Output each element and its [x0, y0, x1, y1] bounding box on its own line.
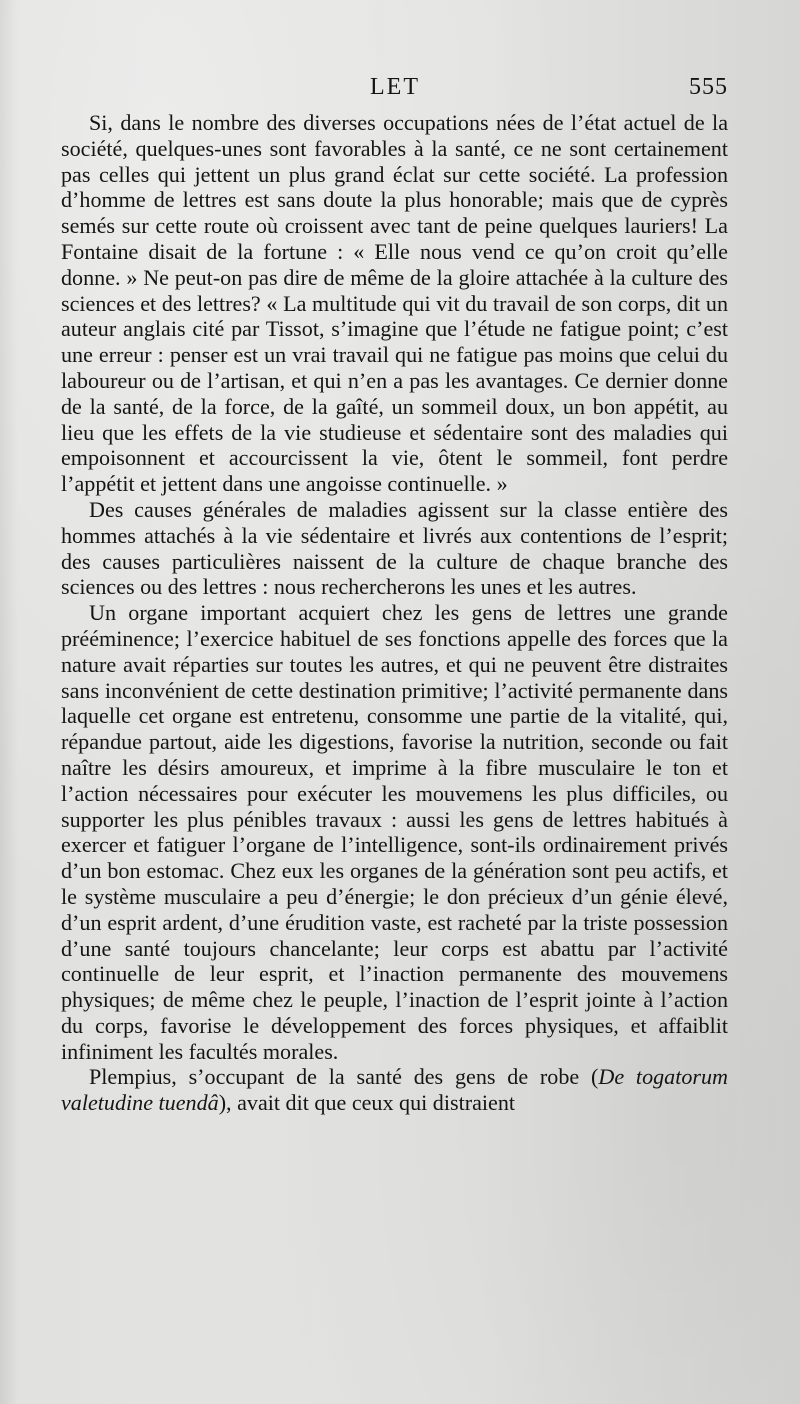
paragraph-4 [61, 1064, 728, 1116]
paragraph-3: Un organe important acquiert chez les gens de lettres une grande prééminence; l’exercice habituel de ses fonctions appelle des forces que la nature avait réparties sur toutes les autres, et qui ne peuvent être distraites sans inconvénient de cette destination primitive; l’activité permanente dans laquelle cet organe est entretenu, consomme une partie de la vitalité, qui, répandue partout, aide les digestions, favorise la nutrition, seconde ou fait naître les désirs amoureux, et imprime à la fibre musculaire le ton et l’action nécessaires pour exécuter les mouvemens les plus difficiles, ou supporter les plus pénibles travaux : aussi les gens de lettres habitués à exercer et fatiguer l’organe de l’intelligence, sont-ils ordinairement privés d’un bon estomac. Chez eux les organes de la génération sont peu actifs, et le système musculaire a peu d’énergie; le don précieux d’un génie élevé, d’un esprit ardent, d’une érudition vaste, est racheté par la triste possession d’une santé toujours chancelante; leur corps est abattu par l’activité continuelle de leur esprit, et l’inaction permanente des mouvemens physiques; de même chez le peuple, l’inaction de l’esprit jointe à l’action du corps, favorise le développement des forces physiques, et affaiblit infiniment les facultés morales. [61, 600, 728, 1064]
paragraph-4-start: Plempius, s’occupant de la santé des gens de robe ( [89, 1064, 599, 1090]
running-title: LET [370, 74, 420, 100]
paragraph-1: Si, dans le nombre des diverses occupations nées de l’état actuel de la société, quelques-unes sont favorables à la santé, ce ne sont certainement pas celles qui jettent un plus grand éclat sur cette société. La profession d’homme de lettres est sans doute la plus honorable; mais que de cyprès semés sur cette route où croissent avec tant de peine quelques lauriers! La Fontaine disait de la fortune : « Elle nous vend ce qu’on croit qu’elle donne. » Ne peut-on pas dire de même de la gloire attachée à la culture des sciences et des lettres? « La multitude qui vit du travail de son corps, dit un auteur anglais cité par Tissot, s’imagine que l’étude ne fatigue point; c’est une erreur : penser est un vrai travail qui ne fatigue pas moins que celui du laboureur ou de l’artisan, et qui n’en a pas les avantages. Ce dernier donne de la santé, de la force, de la gaîté, un sommeil doux, un bon appétit, au lieu que les effets de la vie studieuse et sédentaire sont des maladies qui empoisonnent et accourcissent la vie, ôtent le sommeil, font perdre l’appétit et jettent dans une angoisse continuelle. » [61, 110, 728, 497]
paragraph-2: Des causes générales de maladies agissent sur la classe entière des hommes attachés à la vie sédentaire et livrés aux contentions de l’esprit; des causes particulières naissent de la culture de chaque branche des sciences ou des lettres : nous rechercherons les unes et les autres. [61, 496, 728, 600]
latin-title: De togatorum valetudine tuendâ [61, 1064, 728, 1116]
page-number: 555 [689, 74, 728, 100]
paragraph-4-end: ), avait dit que ceux qui distraient [218, 1090, 516, 1116]
page-header [62, 74, 728, 106]
body-text [61, 110, 728, 1116]
